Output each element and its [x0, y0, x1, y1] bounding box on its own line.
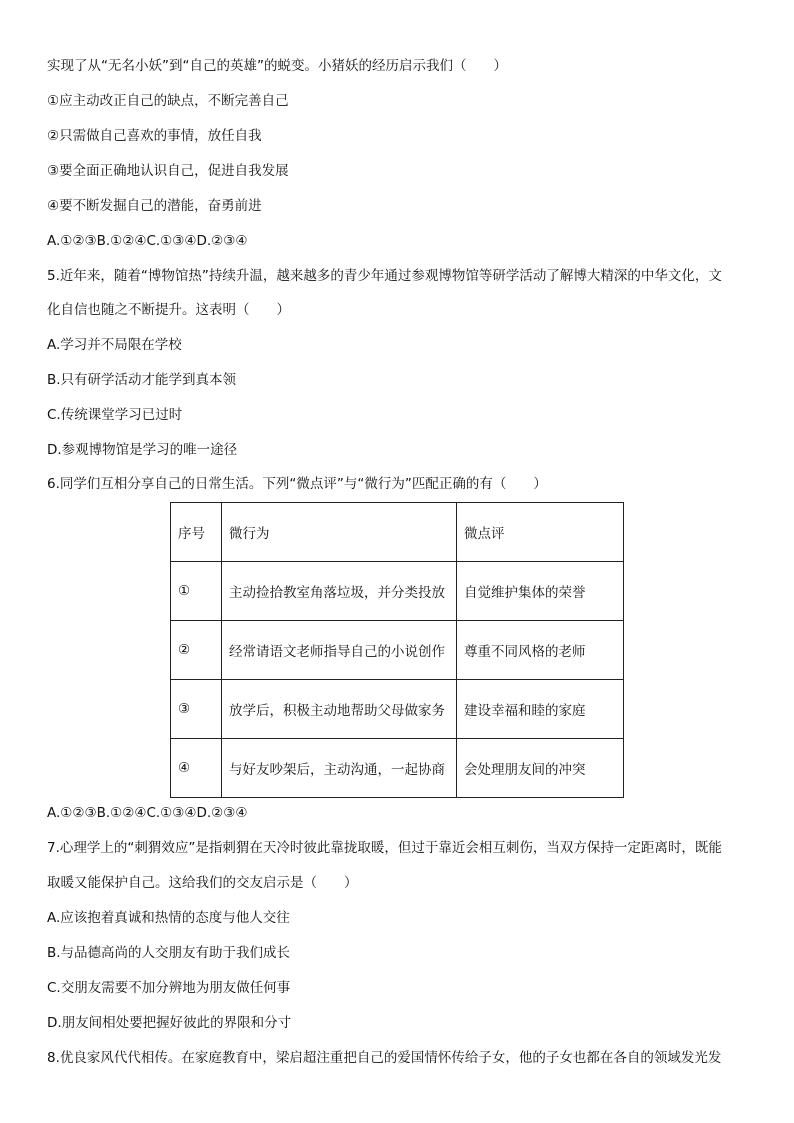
row-comment: 尊重不同风格的老师 [457, 621, 624, 680]
question-6-stem: 6.同学们互相分享自己的日常生活。下列“微点评”与“微行为”匹配正确的有（ ） [47, 476, 547, 492]
question-8-stem-line-1: 8.优良家风代代相传。在家庭教育中，梁启超注重把自己的爱国情怀传给子女，他的子女也都在各自的领域发光发 [47, 1050, 722, 1066]
question-7-option-b: B.与品德高尚的人交朋友有助于我们成长 [47, 945, 291, 961]
question-5-option-c: C.传统课堂学习已过时 [47, 407, 183, 423]
row-comment: 会处理朋友间的冲突 [457, 739, 624, 798]
row-behavior: 主动捡拾教室角落垃圾，并分类投放 [222, 562, 457, 621]
question-5-option-a: A.学习并不局限在学校 [47, 337, 182, 353]
header-comment: 微点评 [457, 503, 624, 562]
question-7-option-d: D.朋友间相处要把握好彼此的界限和分寸 [47, 1015, 292, 1031]
question-7-option-c: C.交朋友需要不加分辨地为朋友做任何事 [47, 980, 291, 996]
row-behavior: 经常请语文老师指导自己的小说创作 [222, 621, 457, 680]
table-row [171, 680, 624, 739]
table-row [171, 739, 624, 798]
table-header-row [171, 503, 624, 562]
table-row [171, 621, 624, 680]
question-4-stem: 实现了从“无名小妖”到“自己的英雄”的蜕变。小猪妖的经历启示我们（ ） [47, 58, 507, 74]
row-behavior: 放学后，积极主动地帮助父母做家务 [222, 680, 457, 739]
row-number: ① [171, 562, 222, 621]
row-comment: 自觉维护集体的荣誉 [457, 562, 624, 621]
row-number: ③ [171, 680, 222, 739]
header-behavior: 微行为 [222, 503, 457, 562]
header-number: 序号 [171, 503, 222, 562]
table-row [171, 562, 624, 621]
question-7-option-a: A.应该抱着真诚和热情的态度与他人交往 [47, 910, 290, 926]
row-number: ② [171, 621, 222, 680]
question-5-option-b: B.只有研学活动才能学到真本领 [47, 372, 237, 388]
question-6-options: A.①②③B.①②④C.①③④D.②③④ [47, 805, 248, 821]
row-number: ④ [171, 739, 222, 798]
row-behavior: 与好友吵架后，主动沟通，一起协商 [222, 739, 457, 798]
question-5-option-d: D.参观博物馆是学习的唯一途径 [47, 442, 238, 458]
behavior-comment-table [170, 502, 624, 798]
question-7-stem-line-1: 7.心理学上的“刺猬效应”是指刺猬在天冷时彼此靠拢取暖，但过于靠近会相互刺伤，当双方保持一定距离时，既能 [47, 840, 722, 856]
statement-4: ④要不断发掘自己的潜能，奋勇前进 [47, 198, 262, 214]
question-4-options: A.①②③B.①②④C.①③④D.②③④ [47, 233, 248, 249]
row-comment: 建设幸福和睦的家庭 [457, 680, 624, 739]
question-7-stem-line-2: 取暖又能保护自己。这给我们的交友启示是（ ） [47, 875, 358, 891]
question-5-stem-line-2: 化自信也随之不断提升。这表明（ ） [47, 302, 290, 318]
question-5-stem-line-1: 5.近年来，随着“博物馆热”持续升温，越来越多的青少年通过参观博物馆等研学活动了解博大精深的中华文化，文 [47, 268, 722, 284]
statement-2: ②只需做自己喜欢的事情，放任自我 [47, 128, 262, 144]
statement-3: ③要全面正确地认识自己，促进自我发展 [47, 163, 289, 179]
statement-1: ①应主动改正自己的缺点，不断完善自己 [47, 93, 289, 109]
